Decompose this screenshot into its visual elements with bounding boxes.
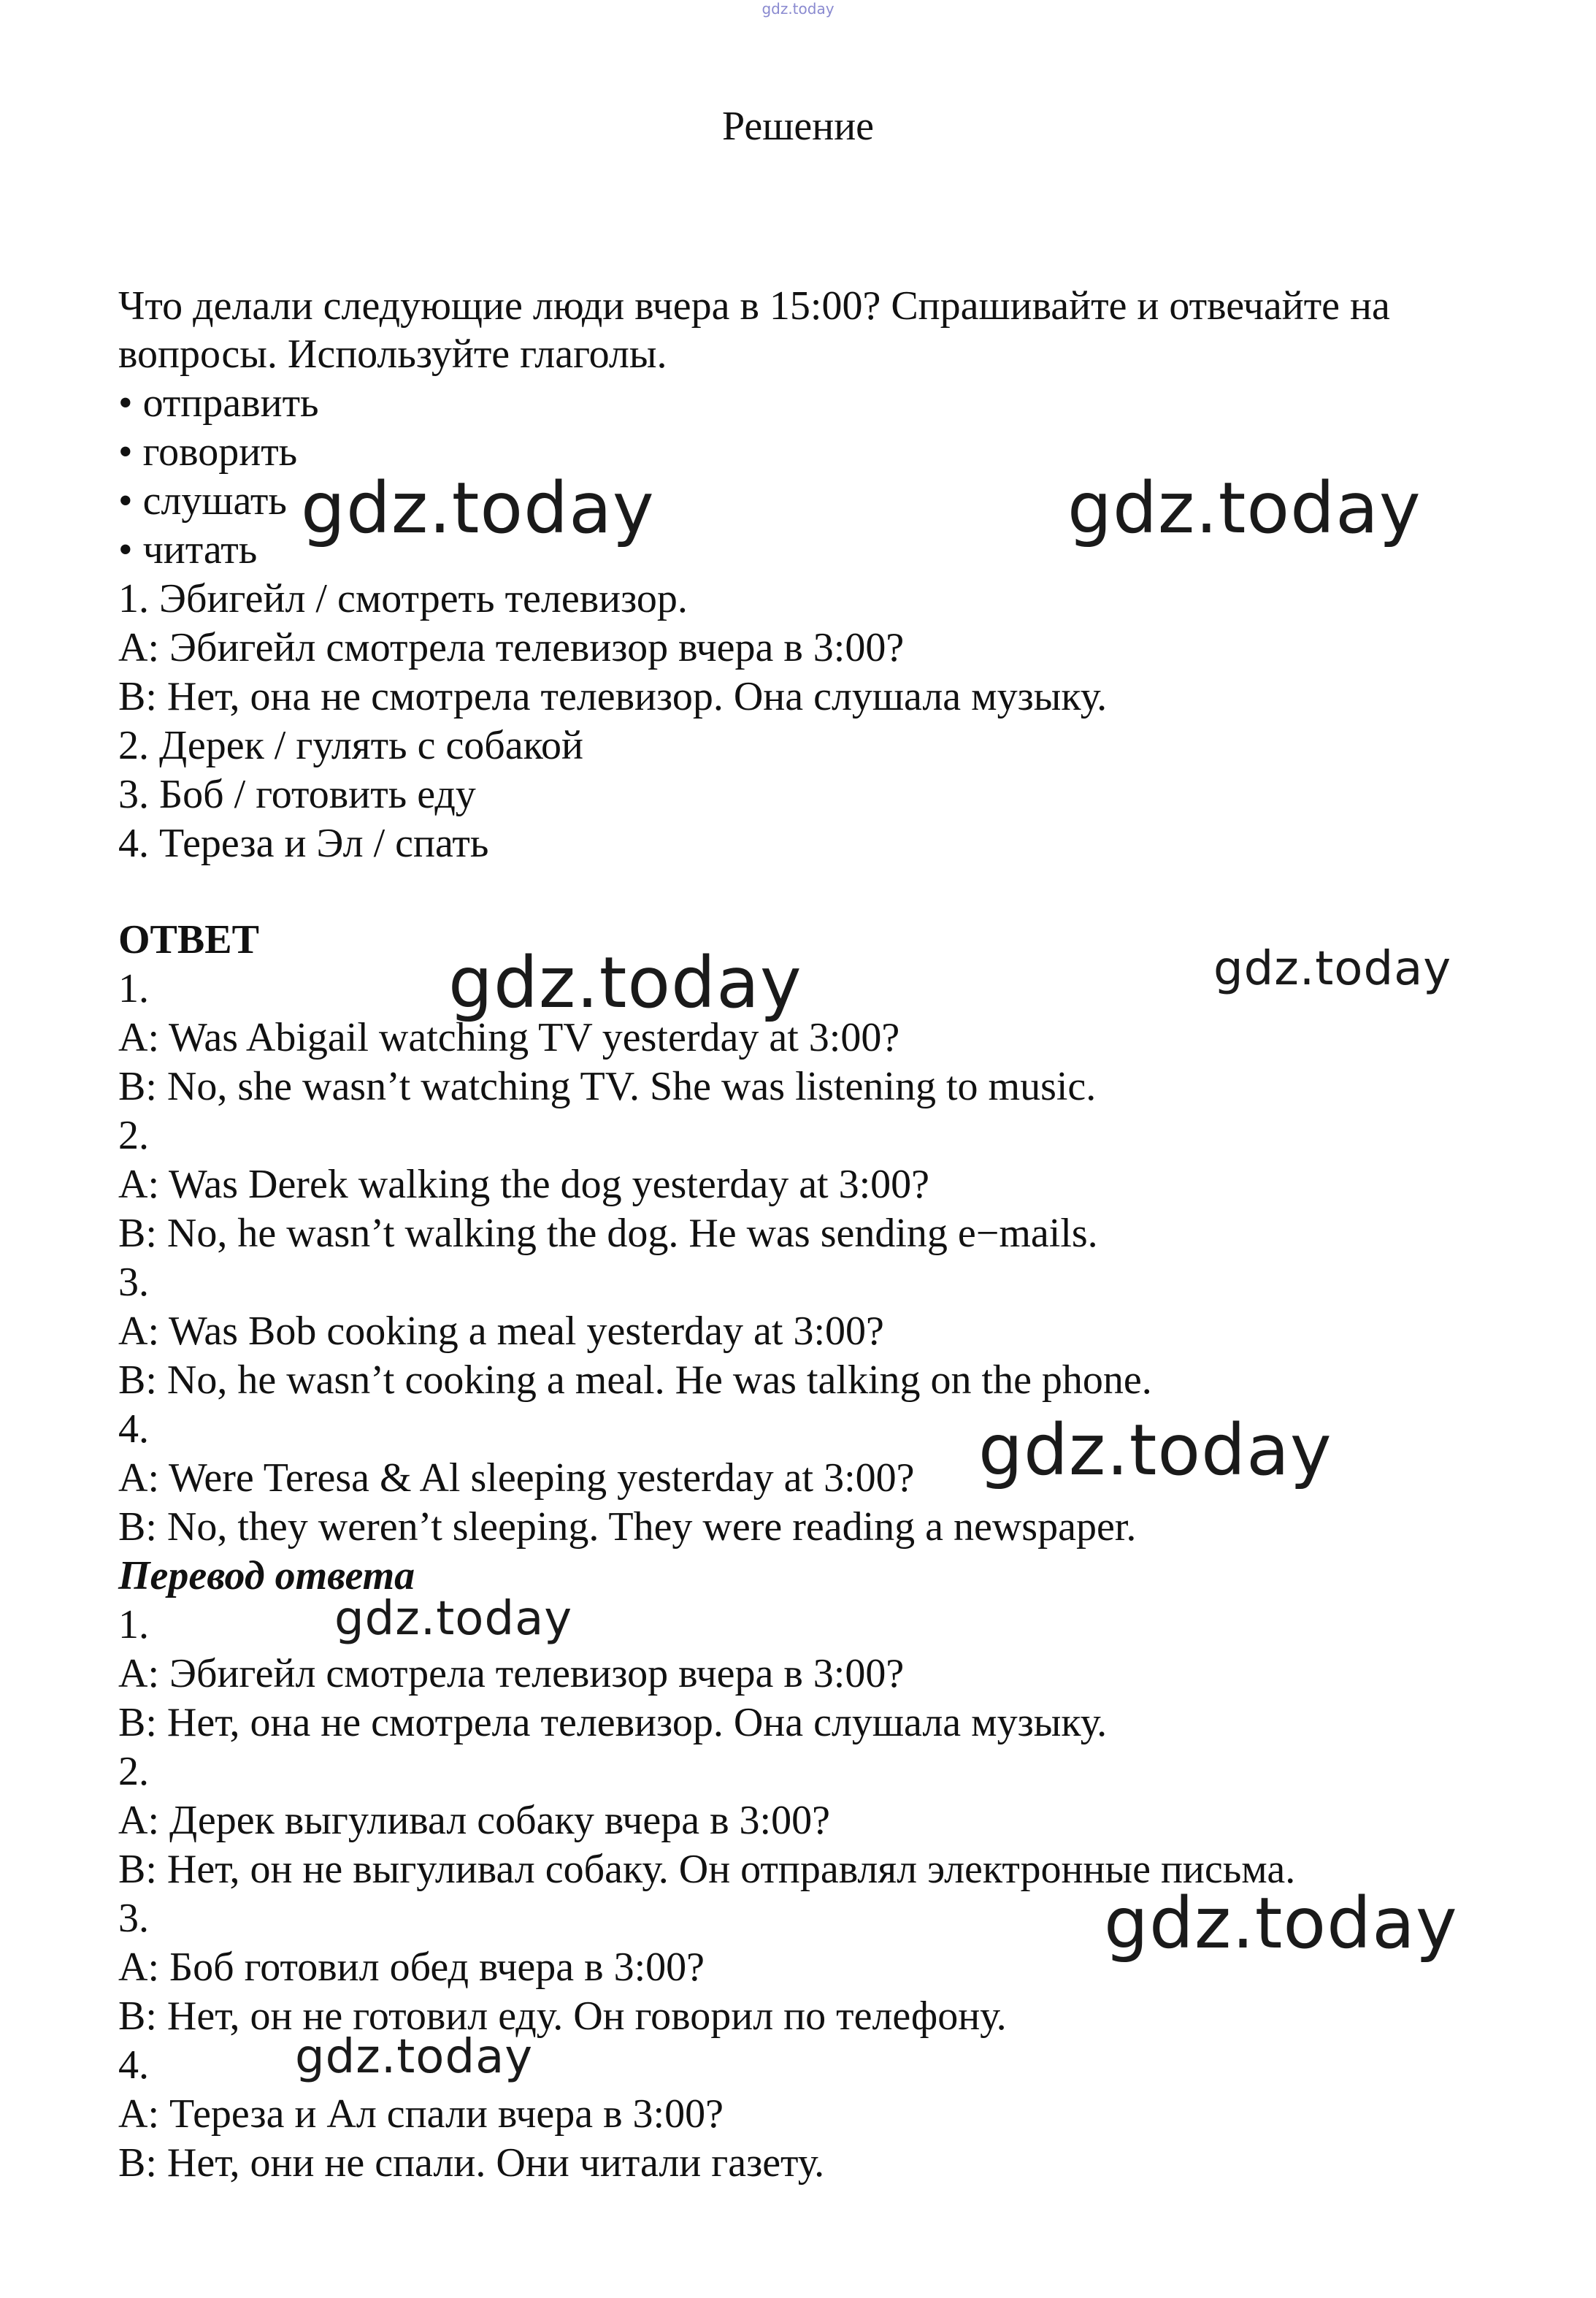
- translation-line: A: Эбигейл смотрела телевизор вчера в 3:00?: [118, 1651, 905, 1696]
- verb-item: • слушать: [118, 478, 287, 524]
- answer-line: 2.: [118, 1113, 149, 1158]
- answer-line: B: No, they weren’t sleeping. They were reading a newspaper.: [118, 1504, 1137, 1550]
- verb-item: • отправить: [118, 380, 319, 426]
- translation-line: A: Тереза и Ал спали вчера в 3:00?: [118, 2091, 724, 2137]
- translation-line: B: Нет, они не спали. Они читали газету.: [118, 2140, 825, 2186]
- translation-line: B: Нет, она не смотрела телевизор. Она слушала музыку.: [118, 1700, 1108, 1745]
- answer-heading: ОТВЕТ: [118, 917, 259, 962]
- verb-item: • говорить: [118, 429, 298, 475]
- task-question-line-1: Что делали следующие люди вчера в 15:00? Спрашивайте и отвечайте на: [118, 283, 1390, 329]
- task-question-line-2: вопросы. Используйте глаголы.: [118, 332, 667, 377]
- verb-item: • читать: [118, 527, 258, 572]
- answer-line: 3.: [118, 1260, 149, 1305]
- translation-line: 4.: [118, 2042, 149, 2088]
- watermark: gdz.today: [1104, 1883, 1458, 1964]
- translation-line: 3.: [118, 1896, 149, 1941]
- answer-line: A: Was Bob cooking a meal yesterday at 3:00?: [118, 1309, 884, 1354]
- answer-line: B: No, he wasn’t cooking a meal. He was talking on the phone.: [118, 1357, 1152, 1403]
- watermark: gdz.today: [978, 1409, 1332, 1491]
- answer-line: A: Was Abigail watching TV yesterday at 3:00?: [118, 1015, 900, 1060]
- page-title: Решение: [721, 104, 875, 149]
- translation-line: A: Дерек выгуливал собаку вчера в 3:00?: [118, 1798, 830, 1843]
- watermark: gdz.today: [1213, 942, 1452, 996]
- watermark: gdz.today: [301, 467, 655, 549]
- example-line: A: Эбигейл смотрела телевизор вчера в 3:00?: [118, 625, 905, 670]
- translation-heading: Перевод ответа: [118, 1553, 415, 1598]
- example-line: B: Нет, она не смотрела телевизор. Она слушала музыку.: [118, 674, 1108, 719]
- answer-line: A: Were Teresa & Al sleeping yesterday at 3:00?: [118, 1455, 915, 1501]
- watermark: gdz.today: [448, 942, 802, 1024]
- example-line: 1. Эбигейл / смотреть телевизор.: [118, 576, 688, 621]
- top-watermark: gdz.today: [761, 0, 835, 18]
- translation-line: 2.: [118, 1749, 149, 1794]
- translation-line: 1.: [118, 1602, 149, 1647]
- watermark: gdz.today: [295, 2030, 534, 2084]
- example-line: 2. Дерек / гулять с собакой: [118, 723, 583, 768]
- translation-line: A: Боб готовил обед вчера в 3:00?: [118, 1945, 705, 1990]
- answer-line: 4.: [118, 1406, 149, 1452]
- watermark: gdz.today: [1067, 467, 1422, 549]
- translation-line: B: Нет, он не готовил еду. Он говорил по телефону.: [118, 1993, 1007, 2039]
- example-line: 3. Боб / готовить еду: [118, 772, 476, 817]
- answer-line: B: No, he wasn’t walking the dog. He was sending e−mails.: [118, 1211, 1098, 1256]
- translation-line: B: Нет, он не выгуливал собаку. Он отправлял электронные письма.: [118, 1847, 1296, 1892]
- answer-line: B: No, she wasn’t watching TV. She was listening to music.: [118, 1064, 1097, 1109]
- example-line: 4. Тереза и Эл / спать: [118, 821, 489, 866]
- answer-line: A: Was Derek walking the dog yesterday at 3:00?: [118, 1162, 930, 1207]
- watermark: gdz.today: [334, 1592, 573, 1646]
- answer-line: 1.: [118, 966, 149, 1011]
